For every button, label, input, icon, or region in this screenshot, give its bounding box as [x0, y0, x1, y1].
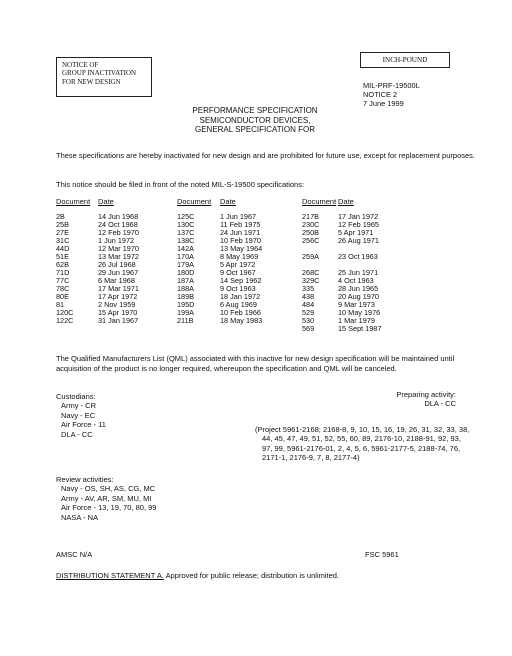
- spec-date: 12 Feb 1970: [98, 227, 139, 237]
- spec-document-number: 211B: [177, 315, 194, 325]
- spec-number: MIL-PRF-19500L: [363, 81, 420, 90]
- review-line: NASA - NA: [61, 512, 99, 522]
- spec-row: [56, 317, 139, 325]
- spec-document-number: 2B: [56, 212, 65, 221]
- document-title: [150, 106, 360, 135]
- inch-pound-box: INCH-POUND: [360, 52, 450, 68]
- notice-box: [56, 57, 152, 97]
- spec-document-number: 137C: [177, 227, 195, 237]
- spec-row: [302, 325, 381, 333]
- spec-document-number: 250B: [302, 227, 320, 237]
- spec-document-number: 77C: [56, 275, 70, 285]
- spec-document-number: 217B: [302, 212, 320, 221]
- spec-date: 1 Mar 1979: [338, 315, 375, 325]
- review-activities: [56, 475, 156, 522]
- spec-document-number: 329C: [302, 275, 320, 285]
- col3-header-date: Date: [338, 197, 354, 206]
- spec-document-number: 438: [302, 291, 315, 301]
- spec-date: 17 Apr 1972: [98, 291, 138, 301]
- spec-date: 9 Oct 1963: [220, 283, 256, 293]
- preparing-label: Preparing activity:: [396, 390, 456, 399]
- amsc-label: AMSC N/A: [56, 550, 93, 559]
- notice-line: NOTICE OF: [62, 61, 99, 69]
- project-numbers: [255, 425, 469, 463]
- custodian-line: Navy - EC: [61, 410, 96, 420]
- spec-document-number: 256C: [302, 235, 320, 245]
- spec-document-number: 80E: [56, 291, 69, 301]
- qml-paragraph: The Qualified Manufacturers List (QML) associated with this inactive for new design specification will be maintained until acquisition of the product is no longer required, whereupon the specification and QML will be canceled.: [56, 354, 455, 373]
- notice-line: GROUP INACTIVATION: [62, 69, 137, 78]
- custodians-block: [56, 392, 106, 439]
- spec-document-number: 189B: [177, 291, 195, 301]
- document-id-block: [363, 82, 420, 109]
- fsc-label: FSC 5961: [365, 550, 399, 559]
- spec-date: 26 Jul 1968: [98, 259, 136, 269]
- custodian-line: DLA - CC: [61, 429, 93, 439]
- spec-document-number: 71D: [56, 267, 70, 277]
- spec-date: 6 Aug 1969: [220, 299, 257, 309]
- spec-document-number: 25B: [56, 219, 69, 229]
- col1-header-date: Date: [98, 197, 114, 206]
- spec-date: 29 Jun 1967: [98, 267, 139, 277]
- preparing-activity: [392, 390, 456, 409]
- spec-document-number: 51E: [56, 251, 69, 261]
- spec-date: 9 Mar 1973: [338, 299, 375, 309]
- spec-document-number: 44D: [56, 243, 70, 253]
- spec-date: 6 Mar 1968: [98, 275, 135, 285]
- spec-document-number: 125C: [177, 212, 195, 221]
- spec-date: 18 May 1983: [220, 315, 263, 325]
- spec-date: 13 Mar 1972: [98, 251, 139, 261]
- spec-document-number: 142A: [177, 243, 195, 253]
- spec-date: 20 Aug 1970: [338, 291, 379, 301]
- distribution-statement: [56, 571, 339, 580]
- spec-document-number: 195D: [177, 299, 195, 309]
- project-line: 2171-1, 2176-9, 7, 8, 2177-4): [262, 453, 360, 463]
- spec-date: 10 Feb 1970: [220, 235, 261, 245]
- notice-number: NOTICE 2: [363, 89, 398, 99]
- spec-date: 2 Nov 1959: [98, 299, 136, 309]
- notice-line: FOR NEW DESIGN: [62, 77, 121, 86]
- spec-date: 10 May 1976: [338, 307, 381, 317]
- custodian-line: Air Force - 11: [61, 420, 106, 430]
- spec-date: 23 Oct 1963: [338, 251, 378, 261]
- custodian-line: Army - CR: [61, 401, 96, 411]
- spec-document-number: 335: [302, 283, 315, 293]
- spec-date: 14 Jun 1968: [98, 212, 139, 221]
- title-line: PERFORMANCE SPECIFICATION: [192, 106, 318, 115]
- col1-header-document: Document: [56, 197, 91, 206]
- spec-date: 14 Sep 1962: [220, 275, 262, 285]
- spec-document-number: 31C: [56, 235, 70, 245]
- spec-date: 8 May 1969: [220, 251, 259, 261]
- filing-instruction: This notice should be filed in front of the noted MIL-S-19500 specifications:: [56, 180, 305, 189]
- spec-document-number: 78C: [56, 283, 70, 293]
- spec-document-number: 187A: [177, 275, 195, 285]
- spec-date: 12 Feb 1965: [338, 219, 379, 229]
- spec-document-number: 138C: [177, 235, 195, 245]
- spec-date: 1 Jun 1972: [98, 235, 135, 245]
- spec-document-number: 484: [302, 299, 315, 309]
- spec-document-number: 529: [302, 307, 315, 317]
- review-label: Review activities:: [56, 475, 114, 484]
- col2-header-date: Date: [220, 197, 236, 206]
- spec-document-number: 130C: [177, 219, 195, 229]
- spec-document-number: 81: [56, 299, 65, 309]
- col2-header-document: Document: [177, 197, 212, 206]
- spec-date: 18 Jan 1972: [220, 291, 261, 301]
- project-line: (Project 5961-2168; 2168-8, 9, 10, 15, 16, 19, 26, 31, 32, 33, 38,: [255, 425, 470, 434]
- spec-date: 31 Jan 1967: [98, 315, 139, 325]
- spec-date: 9 Oct 1967: [220, 267, 256, 277]
- spec-date: 12 Mar 1970: [98, 243, 139, 253]
- col3-header-document: Document: [302, 197, 337, 206]
- spec-document-number: 230C: [302, 219, 320, 229]
- project-line: 97, 99, 5961-2176-01, 2, 4, 5, 6, 5961-2177-5, 2188-74, 76,: [262, 443, 461, 453]
- spec-date: 25 Jun 1971: [338, 267, 379, 277]
- spec-document-number: 188A: [177, 283, 195, 293]
- spec-document-number: 120C: [56, 307, 74, 317]
- spec-document-number: 259A: [302, 251, 320, 261]
- preparing-value: DLA - CC: [424, 399, 456, 409]
- review-line: Army - AV, AR, SM, MU, MI: [61, 493, 152, 503]
- spec-column-1: [56, 213, 139, 325]
- spec-date: 10 Feb 1966: [220, 307, 261, 317]
- spec-date: 17 Jan 1972: [338, 212, 379, 221]
- spec-date: 5 Apr 1971: [338, 227, 374, 237]
- review-line: Air Force - 13, 19, 70, 80, 99: [61, 503, 157, 513]
- notice-date: 7 June 1999: [363, 98, 404, 108]
- distribution-label: DISTRIBUTION STATEMENT A.: [56, 571, 164, 580]
- spec-date: 15 Sept 1987: [338, 323, 382, 333]
- project-line: 44, 45, 47, 49, 51, 52, 55, 60, 89, 2176-10, 2188-91, 92, 93,: [262, 434, 461, 444]
- distribution-text: Approved for public release; distribution is unlimited.: [165, 571, 340, 580]
- spec-document-number: 530: [302, 315, 315, 325]
- spec-date: 24 Oct 1968: [98, 219, 138, 229]
- spec-date: 5 Apr 1972: [220, 259, 256, 269]
- spec-date: 4 Oct 1963: [338, 275, 374, 285]
- spec-document-number: 180D: [177, 267, 195, 277]
- spec-date: 13 May 1964: [220, 243, 263, 253]
- spec-column-2: [177, 213, 262, 325]
- spec-row: [302, 237, 381, 245]
- spec-date: 11 Feb 1975: [220, 219, 261, 229]
- custodians-label: Custodians:: [56, 392, 96, 401]
- title-line: SEMICONDUCTOR DEVICES,: [199, 115, 311, 125]
- spec-date: 17 Mar 1971: [98, 283, 139, 293]
- spec-date: 1 Jun 1967: [220, 212, 257, 221]
- spec-document-number: 569: [302, 323, 315, 333]
- spec-row: [177, 317, 262, 325]
- spec-document-number: 199A: [177, 307, 195, 317]
- spec-date: 24 Jun 1971: [220, 227, 261, 237]
- spec-document-number: 62B: [56, 259, 69, 269]
- spec-date: 15 Apr 1970: [98, 307, 138, 317]
- intro-paragraph: These specifications are hereby inactivated for new design and are prohibited for future use, except for replacement purposes.: [56, 151, 475, 160]
- spec-document-number: 27E: [56, 227, 69, 237]
- spec-document-number: 170A: [177, 251, 195, 261]
- review-line: Navy - OS, SH, AS, CG, MC: [61, 484, 156, 494]
- spec-document-number: 268C: [302, 267, 320, 277]
- spec-document-number: 122C: [56, 315, 74, 325]
- spec-date: 28 Jun 1965: [338, 283, 379, 293]
- title-line: GENERAL SPECIFICATION FOR: [194, 125, 315, 135]
- spec-column-3: [302, 213, 381, 333]
- spec-row: [302, 253, 381, 261]
- spec-document-number: 179A: [177, 259, 195, 269]
- spec-date: 26 Aug 1971: [338, 235, 379, 245]
